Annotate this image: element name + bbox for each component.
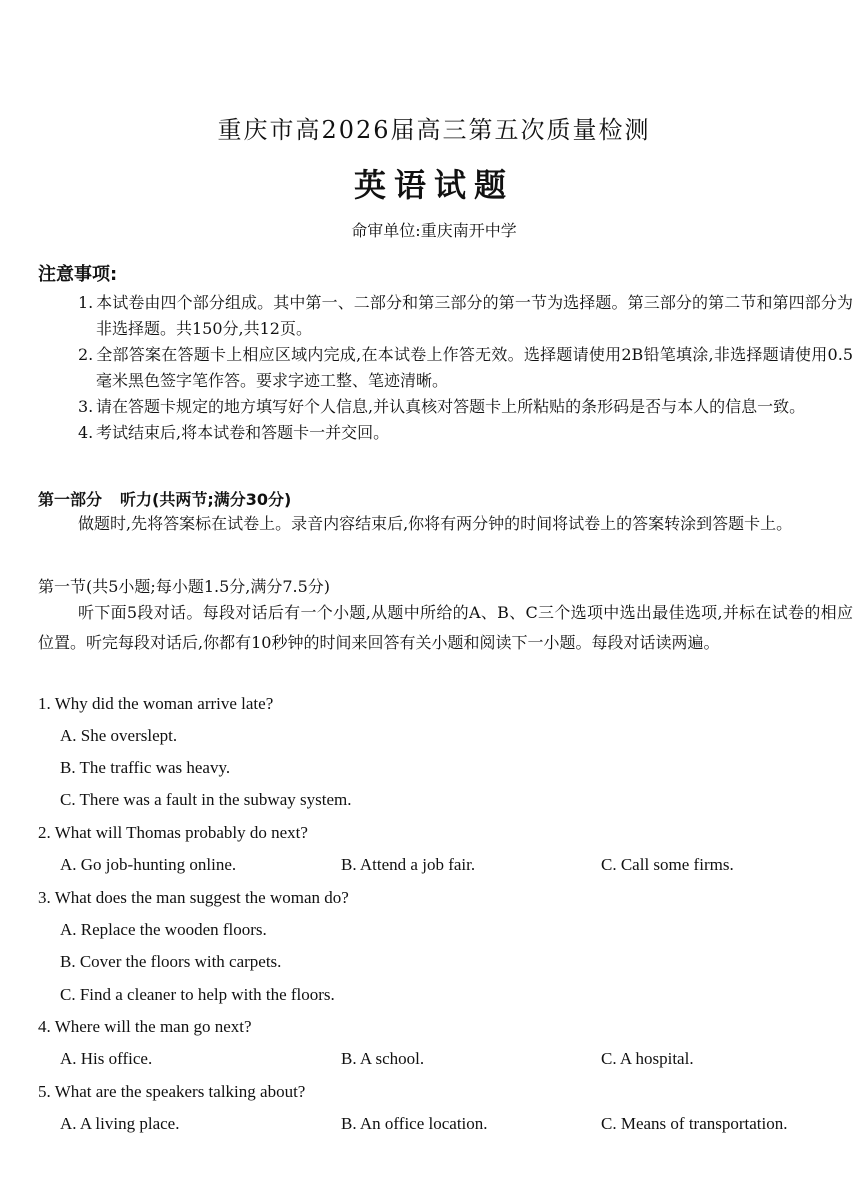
note-number: 1. bbox=[78, 293, 94, 312]
question-stem: 2. What will Thomas probably do next? bbox=[38, 823, 308, 842]
option-a: A. A living place. bbox=[60, 1114, 180, 1133]
subsection-instruction: 听下面5段对话。每段对话后有一个小题,从题中所给的A、B、C三个选项中选出最佳选项,并标在试卷的相应位置。听完每段对话后,你都有10秒钟的时间来回答有关小题和阅读下一小题。每段对话读两遍。 bbox=[38, 603, 853, 652]
note-item bbox=[78, 394, 853, 420]
note-number: 2. bbox=[78, 345, 94, 364]
option-a: A. She overslept. bbox=[60, 726, 178, 745]
option-b: B. A school. bbox=[341, 1049, 425, 1068]
note-item bbox=[78, 290, 853, 342]
note-text: 本试卷由四个部分组成。其中第一、二部分和第三部分的第一节为选择题。第三部分的第二节和第四部分为非选择题。共150分,共12页。 bbox=[96, 293, 853, 338]
option-a: A. Go job-hunting online. bbox=[60, 855, 237, 874]
section-instruction: 做题时,先将答案标在试卷上。录音内容结束后,你将有两分钟的时间将试卷上的答案转涂到答题卡上。 bbox=[78, 514, 793, 533]
option-c: C. Means of transportation. bbox=[601, 1114, 788, 1133]
exam-title: 重庆市高2026届高三第五次质量检测 bbox=[217, 116, 651, 144]
notes-list bbox=[78, 290, 853, 446]
option-b: B. Cover the floors with carpets. bbox=[60, 952, 282, 971]
note-number: 4. bbox=[78, 423, 94, 442]
option-a: A. Replace the wooden floors. bbox=[60, 920, 267, 939]
setter-line: 命审单位:重庆南开中学 bbox=[351, 221, 517, 240]
question-stem: 1. Why did the woman arrive late? bbox=[38, 694, 274, 713]
section-heading bbox=[38, 487, 291, 510]
subsection-heading: 第一节(共5小题;每小题1.5分,满分7.5分) bbox=[38, 577, 331, 596]
section-title: 听力(共两节;满分30分) bbox=[120, 490, 292, 509]
note-text: 请在答题卡规定的地方填写好个人信息,并认真核对答题卡上所粘贴的条形码是否与本人的信息一致。 bbox=[96, 397, 806, 416]
option-b: B. Attend a job fair. bbox=[341, 855, 476, 874]
note-text: 考试结束后,将本试卷和答题卡一并交回。 bbox=[96, 423, 390, 442]
option-a: A. His office. bbox=[60, 1049, 153, 1068]
section-part-label: 第一部分 bbox=[38, 490, 103, 509]
subject-title: 英语试题 bbox=[353, 166, 514, 204]
option-b: B. An office location. bbox=[341, 1114, 488, 1133]
note-number: 3. bbox=[78, 397, 94, 416]
note-text: 全部答案在答题卡上相应区域内完成,在本试卷上作答无效。选择题请使用2B铅笔填涂,非选择题请使用0.5毫米黑色签字笔作答。要求字迹工整、笔迹清晰。 bbox=[96, 345, 853, 390]
note-item bbox=[78, 342, 853, 394]
question-stem: 3. What does the man suggest the woman do? bbox=[38, 888, 349, 907]
option-c: C. Find a cleaner to help with the floors. bbox=[60, 985, 335, 1004]
question-stem: 4. Where will the man go next? bbox=[38, 1017, 252, 1036]
notes-heading: 注意事项: bbox=[38, 264, 118, 285]
option-b: B. The traffic was heavy. bbox=[60, 758, 231, 777]
option-c: C. There was a fault in the subway system. bbox=[60, 790, 352, 809]
option-c: C. Call some firms. bbox=[601, 855, 734, 874]
option-c: C. A hospital. bbox=[601, 1049, 694, 1068]
question-stem: 5. What are the speakers talking about? bbox=[38, 1082, 306, 1101]
note-item bbox=[78, 420, 853, 446]
